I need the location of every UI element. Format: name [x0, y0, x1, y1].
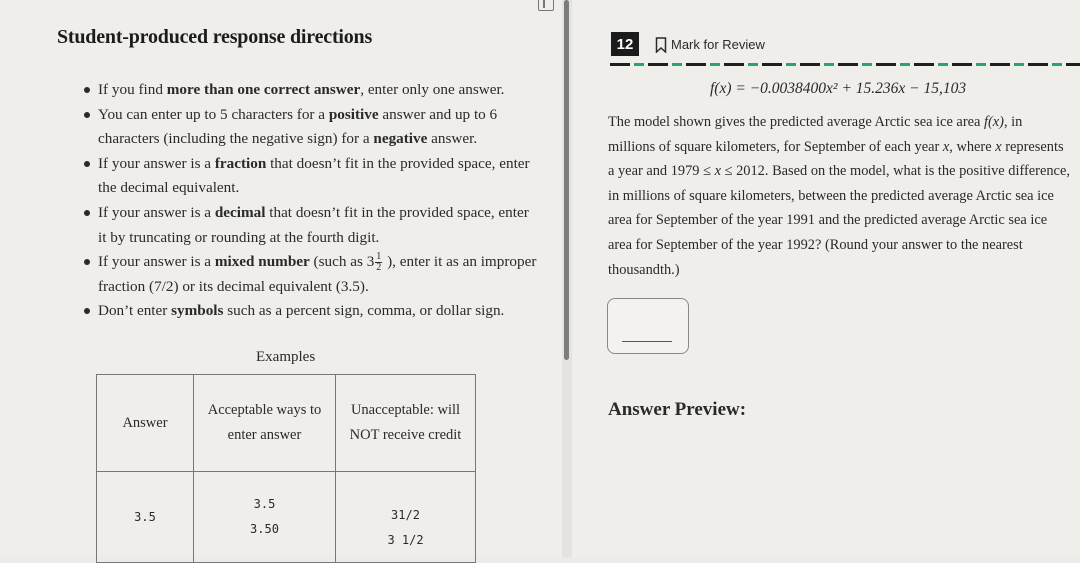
mixed-number-fraction: $\frac{1}{2}$	[376, 251, 382, 274]
directions-title: Student-produced response directions	[57, 26, 373, 48]
bookmark-icon[interactable]	[655, 37, 667, 53]
answer-preview-label: Answer Preview:	[608, 399, 747, 420]
header-unacceptable: Unacceptable: will NOT receive credit	[336, 375, 476, 472]
rule-item: If your answer is a mixed number (such as 3 $\frac{1}{2}$ ), enter it as an improper fraction (7/2) or its decimal equivalent (3.5).	[98, 250, 538, 299]
cell-answer: 3.5	[97, 472, 194, 563]
table-header-row	[97, 375, 476, 472]
header-acceptable: Acceptable ways to enter answer	[194, 375, 336, 472]
rule-item: If your answer is a fraction that doesn’t fit in the provided space, enter the decimal equivalent.	[98, 152, 538, 201]
rule-item: If your answer is a decimal that doesn’t fit in the provided space, enter it by truncating or rounding at the fourth digit.	[98, 201, 538, 250]
answer-input[interactable]	[607, 298, 689, 354]
cell-unacceptable: 31/2 3 1/2	[336, 472, 476, 563]
question-number: 12	[611, 32, 639, 56]
mark-for-review-button[interactable]: Mark for Review	[671, 37, 765, 52]
header-answer: Answer	[97, 375, 194, 472]
model-equation: f(x) = −0.0038400x² + 15.236x − 15,103	[710, 80, 967, 97]
cell-acceptable: 3.5 3.50	[194, 472, 336, 563]
rule-item: You can enter up to 5 characters for a positive answer and up to 6 characters (including the negative sign) for a negative answer.	[98, 103, 538, 152]
rule-item: If you find more than one correct answer, enter only one answer.	[98, 78, 538, 103]
rule-item: Don’t enter symbols such as a percent sign, comma, or dollar sign.	[98, 299, 538, 324]
collapse-left-icon[interactable]	[538, 0, 554, 11]
examples-table	[96, 374, 476, 563]
table-row	[97, 472, 476, 563]
pane-resize-handle[interactable]	[564, 0, 569, 360]
examples-title: Examples	[256, 349, 316, 365]
header-divider	[610, 63, 1080, 66]
question-text: The model shown gives the predicted average Arctic sea ice area f(x), in millions of square kilometers, for September of each year x, where x represents a year and 1979 ≤ x ≤ 2012. Based on the model, what is the positive difference, in millions of square kilometers, between the predicted average Arctic sea ice area for September of the year 1991 and the predicted average Arctic sea ice area for September of the year 1992? (Round your answer to the nearest thousandth.)	[608, 114, 1070, 278]
directions-list	[98, 78, 538, 324]
